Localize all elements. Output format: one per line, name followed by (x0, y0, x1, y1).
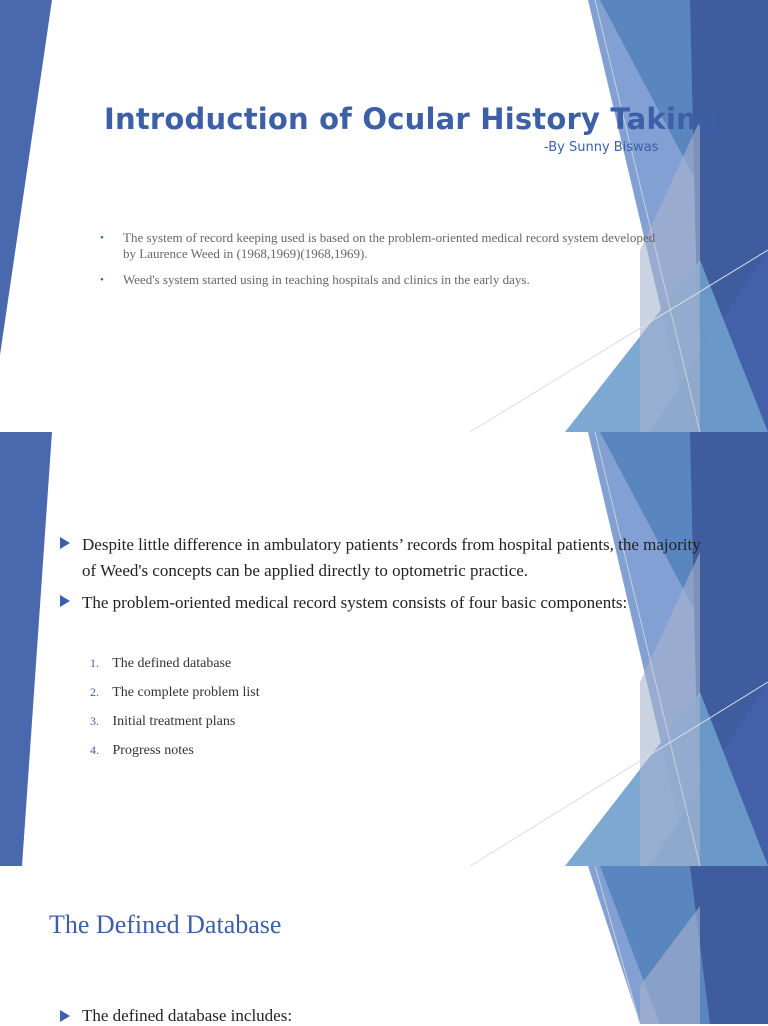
list-item (100, 230, 660, 262)
bullet-text: The problem-oriented medical record system consists of four basic components: (82, 593, 628, 612)
list-number: 4. (90, 743, 99, 757)
triangle-bullet-icon (60, 595, 70, 607)
triangle-bullet-icon (60, 1010, 70, 1022)
list-item (90, 656, 260, 685)
list-number: 2. (90, 685, 99, 699)
slide-subtitle: -By Sunny Biswas (544, 140, 659, 155)
slide-1-decoration (0, 0, 768, 432)
list-item (60, 590, 710, 616)
slide-2 (0, 432, 768, 866)
list-item-text: Initial treatment plans (112, 714, 236, 729)
slide-3 (0, 866, 768, 1024)
list-item-text: The complete problem list (112, 685, 260, 700)
slide-3-decoration (0, 866, 768, 1024)
bullet-text: The system of record keeping used is based on the problem-oriented medical record system developed by Laurence Weed in (1968,1969)(1968,1969). (123, 230, 656, 261)
slide-1 (0, 0, 768, 432)
bullet-text: Despite little difference in ambulatory patients’ records from hospital patients, the majority of Weed's concepts can be applied directly to optometric practice. (82, 535, 701, 580)
list-item (100, 272, 660, 288)
bullet-text: Weed's system started using in teaching hospitals and clinics in the early days. (123, 272, 530, 287)
list-item (60, 532, 710, 584)
list-item (90, 714, 260, 743)
bullet-text: The defined database includes: (82, 1006, 293, 1025)
list-item (90, 685, 260, 714)
list-item (90, 743, 260, 772)
list-number: 1. (90, 656, 99, 670)
list-item-text: The defined database (112, 656, 232, 671)
bullet-list (100, 230, 660, 298)
bullet-dot-icon: • (100, 232, 104, 244)
slide-2-decoration (0, 432, 768, 866)
triangle-bullet-icon (60, 537, 70, 549)
bullet-dot-icon: • (100, 274, 104, 286)
slide-title: The Defined Database (49, 910, 282, 939)
slide-title: Introduction of Ocular History Taking (104, 102, 718, 136)
components-list (90, 656, 260, 772)
main-bullet-list (60, 532, 710, 622)
list-item-text: Progress notes (112, 743, 194, 758)
list-number: 3. (90, 714, 99, 728)
list-item (60, 1006, 292, 1026)
